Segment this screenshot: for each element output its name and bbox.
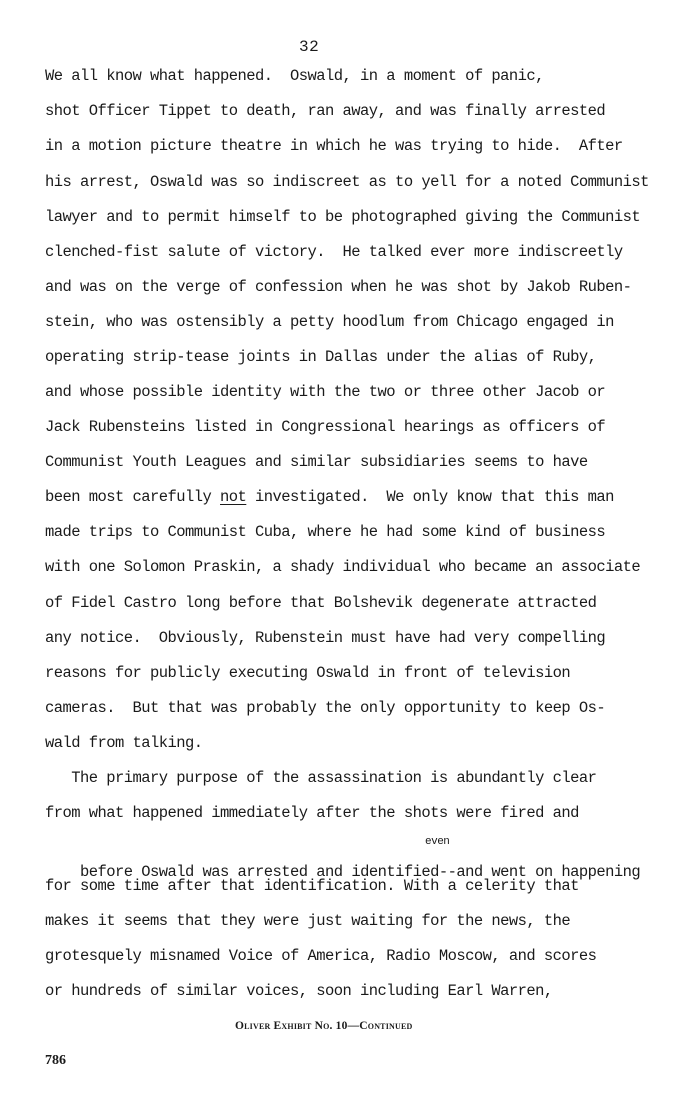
text-line: and whose possible identity with the two or three other Jacob or [45, 383, 606, 401]
text-line: made trips to Communist Cuba, where he had some kind of business [45, 523, 606, 541]
text-line: with one Solomon Praskin, a shady individual who became an associate [45, 558, 641, 576]
text-line: reasons for publicly executing Oswald in front of television [45, 664, 571, 682]
text-line: We all know what happened. Oswald, in a moment of panic, [45, 67, 544, 85]
text-line: Communist Youth Leagues and similar subsidiaries seems to have [45, 453, 588, 471]
text-line: lawyer and to permit himself to be photographed giving the Communist [45, 208, 641, 226]
handwritten-insertion: even [425, 836, 450, 848]
text-line: Jack Rubensteins listed in Congressional hearings as officers of [45, 418, 606, 436]
text-segment: investigated. We only know that this man [246, 488, 614, 506]
text-line: or hundreds of similar voices, soon including Earl Warren, [45, 982, 553, 1000]
text-line: grotesquely misnamed Voice of America, Radio Moscow, and scores [45, 947, 597, 965]
text-line: wald from talking. [45, 734, 203, 752]
text-line: and was on the verge of confession when he was shot by Jakob Ruben- [45, 278, 632, 296]
text-line: from what happened immediately after the shots were fired and [45, 804, 579, 822]
text-line: of Fidel Castro long before that Bolshevik degenerate attracted [45, 594, 597, 612]
text-segment: been most carefully [45, 488, 221, 506]
text-line: cameras. But that was probably the only opportunity to keep Os- [45, 699, 606, 717]
folio-number: 786 [45, 1053, 66, 1068]
underlined-word: not [220, 488, 247, 506]
text-segment: before Oswald was arrested and identified--and went on happening [80, 863, 641, 881]
text-line [45, 487, 614, 507]
text-line: clenched-fist salute of victory. He talked ever more indiscreetly [45, 243, 623, 261]
text-line: his arrest, Oswald was so indiscreet as to yell for a noted Communist [45, 173, 649, 191]
exhibit-caption: Oliver Exhibit No. 10—Continued [235, 1020, 413, 1032]
text-line: in a motion picture theatre in which he was trying to hide. After [45, 137, 623, 155]
text-line: operating strip-tease joints in Dallas under the alias of Ruby, [45, 348, 597, 366]
text-line: The primary purpose of the assassination is abundantly clear [45, 769, 597, 787]
page-number: 32 [299, 38, 320, 56]
text-line: stein, who was ostensibly a petty hoodlum from Chicago engaged in [45, 313, 614, 331]
text-line: shot Officer Tippet to death, ran away, and was finally arrested [45, 102, 606, 120]
text-line: makes it seems that they were just waiting for the news, the [45, 912, 571, 930]
text-line: for some time after that identification. With a celerity that [45, 877, 579, 895]
text-line: any notice. Obviously, Rubenstein must have had very compelling [45, 629, 606, 647]
